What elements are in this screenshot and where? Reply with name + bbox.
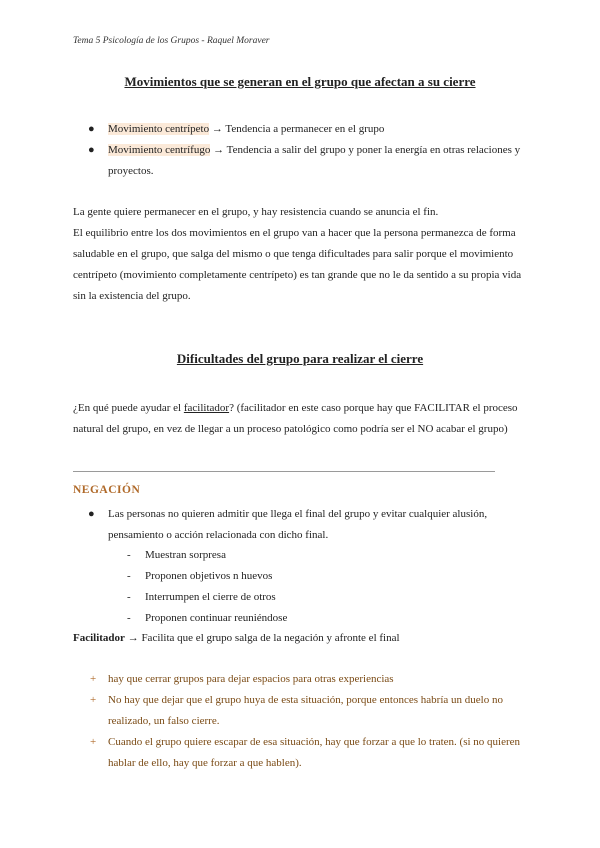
- facilitador-link: facilitador: [183, 402, 230, 414]
- bullet-icon: ●: [88, 508, 95, 520]
- dash-icon: -: [127, 570, 131, 582]
- plus-item-text: No hay que dejar que el grupo huya de esta situación, porque entonces habría un duelo no realizado, un falso cierre.: [108, 694, 503, 727]
- facilitador-text: → Facilita que el grupo salga de la negación y afronte el final: [124, 632, 400, 644]
- dash-icon: -: [127, 612, 131, 624]
- facilitador-line: [73, 628, 533, 649]
- dash-item-text: Muestran sorpresa: [145, 549, 226, 561]
- dash-item-text: Proponen continuar reuniéndose: [145, 612, 288, 624]
- dash-icon: -: [127, 549, 131, 561]
- paragraph-facilitador-intro: [73, 398, 533, 440]
- term-centripeto: Movimiento centrípeto: [108, 123, 210, 135]
- plus-icon: +: [90, 736, 97, 748]
- plus-item-text: hay que cerrar grupos para dejar espacios para otras experiencias: [108, 673, 394, 685]
- paragraph-resistencia: La gente quiere permanecer en el grupo, y hay resistencia cuando se anuncia el fin.: [73, 206, 439, 218]
- negacion-heading: NEGACIÓN: [73, 484, 141, 496]
- plus-icon: +: [90, 694, 97, 706]
- section-title-movimientos: Movimientos que se generan en el grupo que afectan a su cierre: [124, 74, 476, 89]
- dash-item-text: Proponen objetivos n huevos: [145, 570, 273, 582]
- facilitador-label: Facilitador: [73, 632, 125, 644]
- plus-icon: +: [90, 673, 97, 685]
- dash-icon: -: [127, 591, 131, 603]
- bullet-text: Las personas no quieren admitir que llega el final del grupo y evitar cualquier alusión, pensamiento o acción relacionada con dicho final.: [108, 508, 488, 541]
- horizontal-divider: [73, 471, 495, 472]
- bullet-icon: ●: [88, 123, 95, 135]
- section-title-dificultades: Dificultades del grupo para realizar el cierre: [176, 351, 424, 366]
- paragraph-equilibrio: El equilibrio entre los dos movimientos en el grupo van a hacer que la persona permanezca de forma saludable en el grupo, que salga del mismo o que tenga dificultades para salir porque el movimiento centrípeto (movimiento completamente centrípeto) es tan grande que no le da sentido a su propia vida sin la existencia del grupo.: [73, 227, 522, 302]
- term-centrifugo: Movimiento centrífugo: [108, 144, 211, 156]
- bullet-text: → Tendencia a permanecer en el grupo: [211, 123, 385, 135]
- intro-text-rest: ? (facilitador en este caso porque hay que FACILITAR el proceso natural del grupo, en vez de llegar a un proceso patológico como podría ser el NO acabar el grupo): [73, 402, 518, 435]
- bullet-icon: ●: [88, 144, 95, 156]
- dash-item-text: Interrumpen el cierre de otros: [145, 591, 276, 603]
- plus-item-text: Cuando el grupo quiere escapar de esa situación, hay que forzar a que lo traten. (si no quieren hablar de ello, hay que forzar a que hablen).: [108, 736, 521, 769]
- bullet-text: → Tendencia a salir del grupo y poner la energía en otras relaciones y proyectos.: [108, 144, 521, 177]
- page-header: Tema 5 Psicología de los Grupos - Raquel Moraver: [73, 36, 270, 46]
- intro-text: ¿En qué puede ayudar el: [73, 402, 184, 414]
